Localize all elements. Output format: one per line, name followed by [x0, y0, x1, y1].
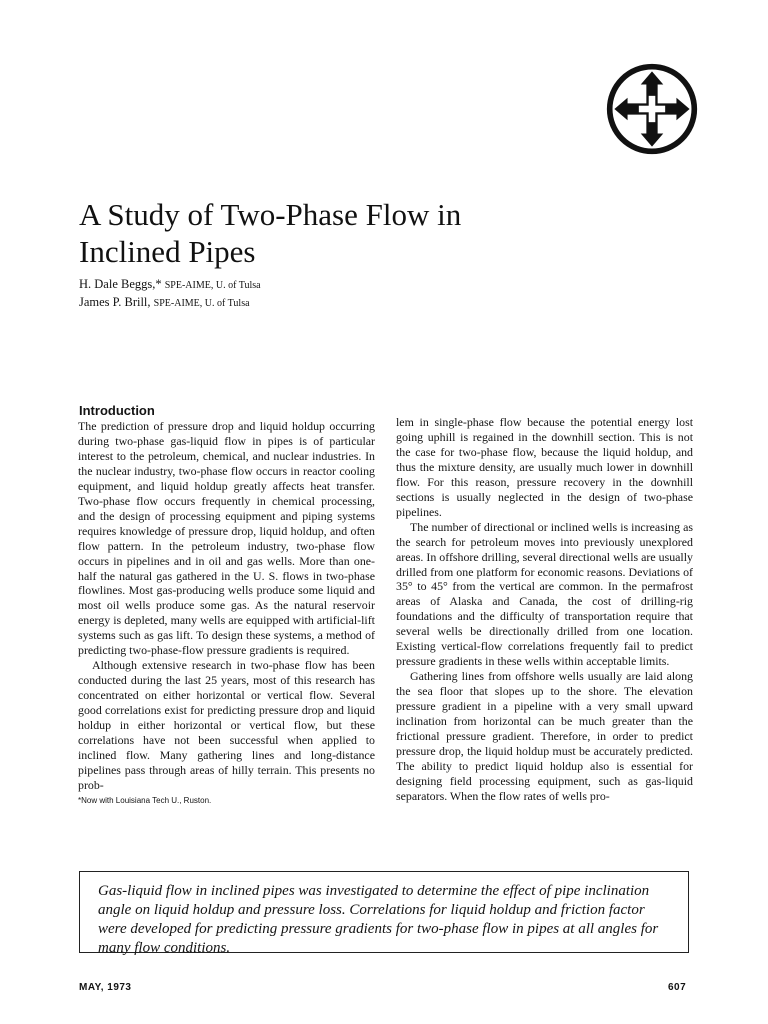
footnote: *Now with Louisiana Tech U., Ruston. [78, 795, 212, 805]
title-line-1: A Study of Two-Phase Flow in [79, 197, 462, 232]
article-title [79, 196, 639, 270]
author-name: H. Dale Beggs,* [79, 277, 162, 291]
abstract-box: Gas-liquid flow in inclined pipes was investigated to determine the effect of pipe inclination angle on liquid holdup and pressure loss. Correlations for liquid holdup and friction factor were developed for predicting pressure gradients for two-phase flow in pipes at all angles for many flow conditions. [79, 871, 689, 953]
author-affiliation: SPE-AIME, U. of Tulsa [164, 280, 261, 291]
body-paragraph: The number of directional or inclined wells is increasing as the search for petroleum moves into previously unexplored areas. In offshore drilling, several directional wells are usually drilled from one platform for economic reasons. Deviations of 35° to 45° from the vertical are common. In the permafrost areas of Alaska and Canada, the cost of drilling-rig foundations and the difficulty of transportation require that several wells be directionally drilled from one location. Existing vertical-flow correlations frequently fail to predict pressure gradients in these wells within acceptable limits. [396, 519, 693, 669]
author-block [79, 276, 261, 312]
body-paragraph: The prediction of pressure drop and liquid holdup occurring during two-phase gas-liquid flow in pipes is of particular interest to the petroleum, chemical, and nuclear industries. In the nuclear industry, two-phase flow occurs in reactor cooling equipment, and liquid holdup greatly affects heat transfer. Two-phase flow occurs frequently in chemical processing, and the design of processing equipment and piping systems requires knowledge of pressure drop, liquid holdup, and often flow pattern. In the petroleum industry, two-phase flow occurs in pipelines and in oil and gas wells. More than one-half the natural gas gathered in the U. S. flows in two-phase flowlines. Most gas-producing wells produce some liquid and most oil wells produce some gas. As the natural reservoir energy is depleted, many wells are equipped with artificial-lift systems such as gas lift. To design these systems, a method of predicting two-phase-flow pressure gradients is required. [78, 419, 375, 658]
body-paragraph: Although extensive research in two-phase flow has been conducted during the last 25 years, most of this research has concentrated on either horizontal or vertical flow. Several good correlations exist for predicting pressure drop and liquid holdup in either horizontal or vertical flow, but these correlations have not been successful when applied to inclined flow. Many gathering lines and long-distance pipelines pass through areas of hilly terrain. This presents no prob- [78, 658, 375, 792]
author-2 [79, 294, 261, 312]
left-text-column [78, 403, 375, 807]
author-affiliation: SPE-AIME, U. of Tulsa [153, 298, 250, 309]
section-heading: Introduction [79, 403, 155, 418]
author-1 [79, 276, 261, 294]
footer-date: MAY, 1973 [79, 982, 132, 993]
right-text-column [396, 415, 693, 804]
body-paragraph: Gathering lines from offshore wells usually are laid along the sea floor that slopes up to the shore. The elevation pressure gradient in a pipeline with a very small upward inclination from horizontal can be much greater than the frictional pressure gradient. Therefore, in order to predict pressure drop, the liquid holdup must be accurately predicted. The ability to predict liquid holdup also is essential for designing field processing equipment, such as gas-liquid separators. When the flow rates of wells pro- [396, 669, 693, 803]
title-line-2: Inclined Pipes [79, 234, 256, 269]
body-paragraph: lem in single-phase flow because the potential energy lost going uphill is regained in the downhill section. This is not the case for two-phase flow, because the liquid holdup, and thus the mixture density, are usually much lower in downhill flow. For this reason, pressure recovery in the downhill sections is usually neglected in the design of two-phase pipelines. [396, 415, 693, 519]
author-name: James P. Brill, [79, 295, 151, 309]
page-number: 607 [668, 982, 687, 993]
four-direction-arrows-emblem-icon [605, 62, 699, 156]
